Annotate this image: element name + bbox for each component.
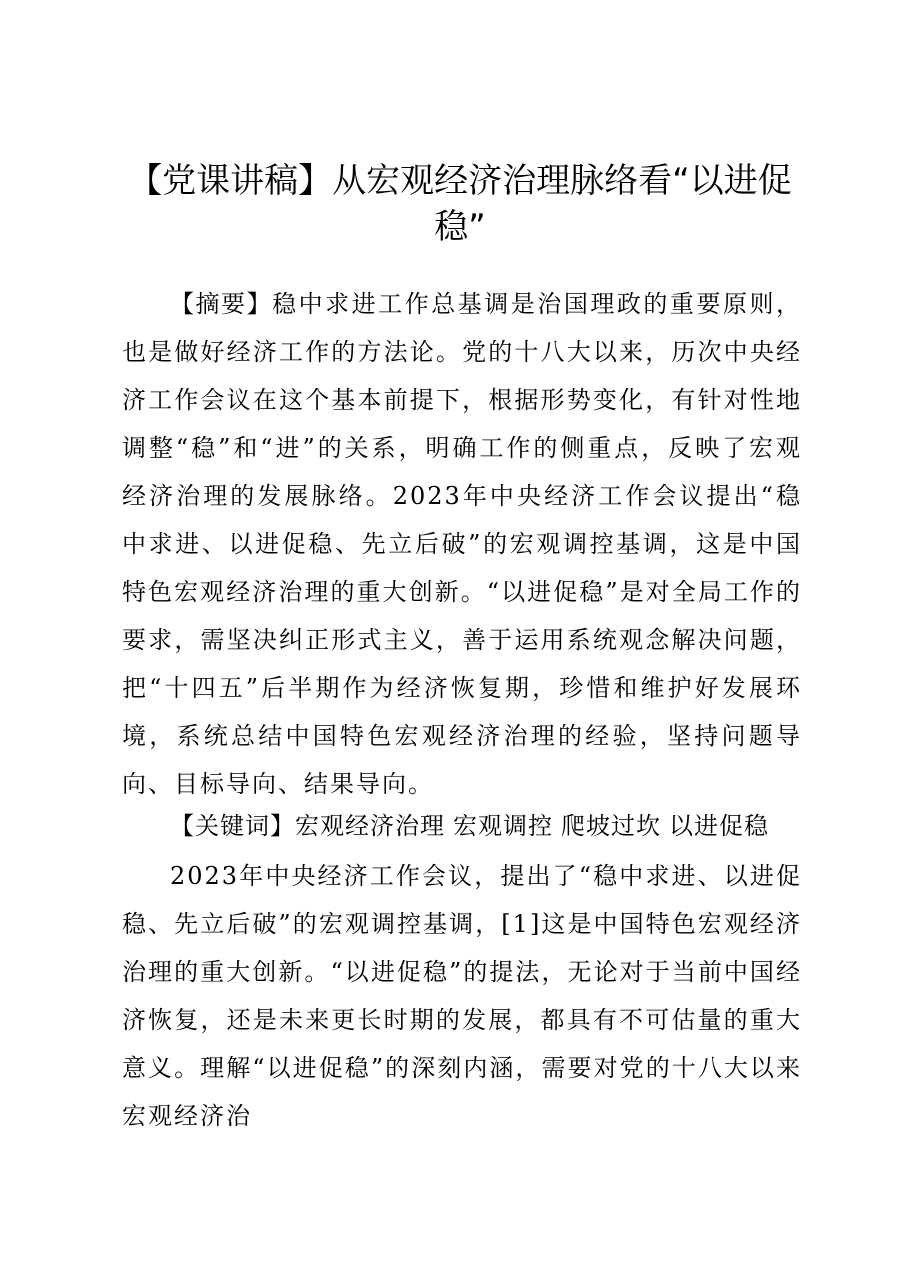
abstract-label: 【摘要】 <box>170 290 273 318</box>
keyword-item: 爬坡过坎 <box>561 812 661 840</box>
keywords-paragraph <box>122 802 802 850</box>
abstract-text: 稳中求进工作总基调是治国理政的重要原则，也是做好经济工作的方法论。党的十八大以来，历次中央经济工作会议在这个基本前提下，根据形势变化，有针对性地调整“稳”和“进”的关系，明确工作的侧重点，反映了宏观经济治理的发展脉络。2023年中央经济工作会议提出“稳中求进、以进促稳、先立后破”的宏观调控基调，这是中国特色宏观经济治理的重大创新。“以进促稳”是对全局工作的要求，需坚决纠正形式主义，善于运用系统观念解决问题，把“十四五”后半期作为经济恢复期，珍惜和维护好发展环境，系统总结中国特色宏观经济治理的经验，坚持问题导向、目标导向、结果导向。 <box>122 290 803 798</box>
keywords-label: 【关键词】 <box>170 812 295 840</box>
keyword-item: 以进促稳 <box>669 812 769 840</box>
abstract-paragraph <box>122 280 802 808</box>
document-title: 【党课讲稿】从宏观经济治理脉络看“以进促稳” <box>128 161 792 247</box>
intro-paragraph: 2023年中央经济工作会议，提出了“稳中求进、以进促稳、先立后破”的宏观调控基调，[1]这是中国特色宏观经济治理的重大创新。“以进促稳”的提法，无论对于当前中国经济恢复，还是未来更长时期的发展，都具有不可估量的重大意义。理解“以进促稳”的深刻内涵，需要对党的十八大以来宏观经济治 <box>122 862 802 1130</box>
keyword-item: 宏观经济治理 <box>295 812 445 840</box>
keyword-item: 宏观调控 <box>453 812 553 840</box>
